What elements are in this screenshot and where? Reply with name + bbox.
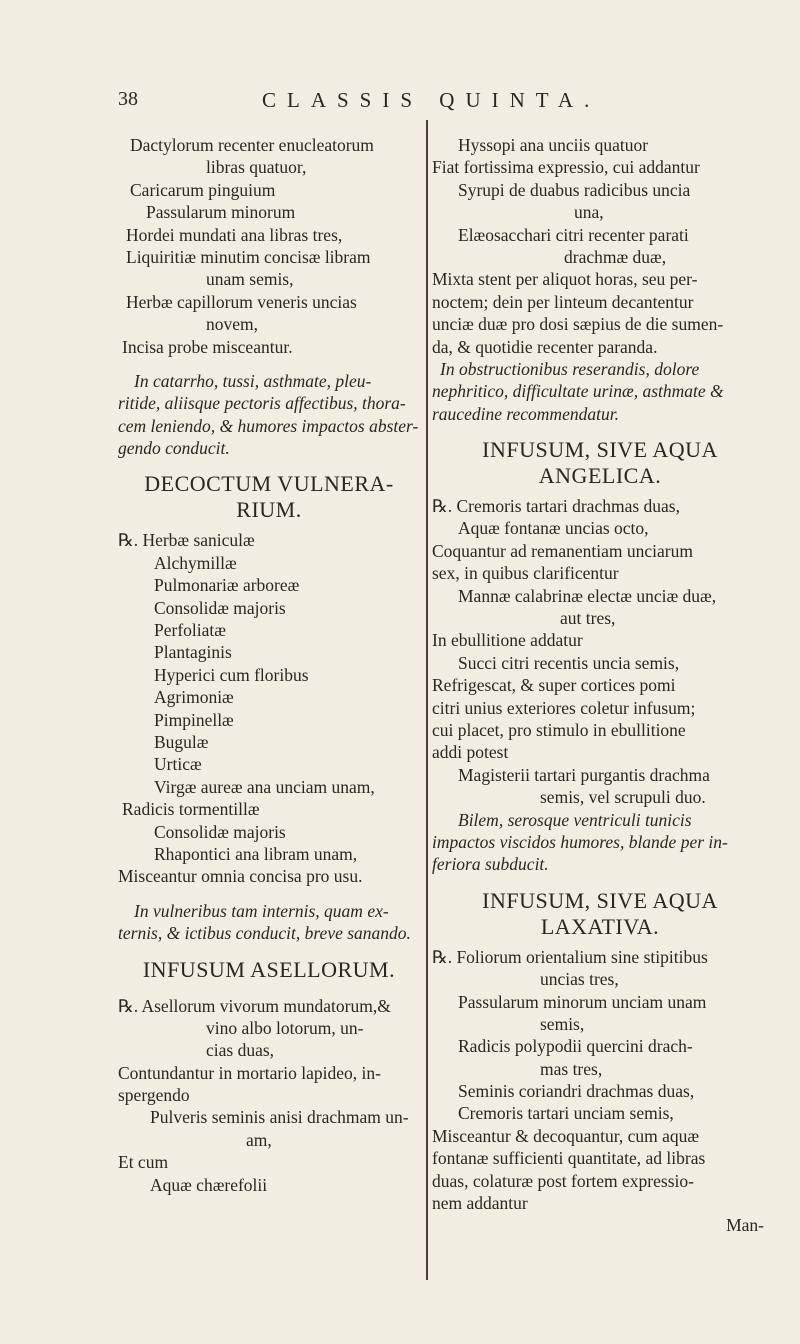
left-column [118,134,420,1304]
text-line: Seminis coriandri drachmas duas, [458,1081,695,1102]
text-line: spergendo [118,1085,190,1106]
catchword: Man- [726,1215,764,1236]
text-line: Caricarum pinguium [130,179,276,200]
text-line: Mannæ calabrinæ electæ unciæ duæ, [458,585,717,606]
commentary-line: ritide, aliisque pectoris affectibus, thora- [118,393,406,414]
text-line: unciæ duæ pro dosi sæpius de die sumen- [432,314,724,335]
section-heading: DECOCTUM VULNERA- [144,471,394,497]
text-line: Virgæ aureæ ana unciam unam, [154,776,375,797]
text-line: una, [574,202,604,223]
text-line: libras quatuor, [206,157,307,178]
text-line: In ebullitione addatur [432,630,583,651]
text-line: Et cum [118,1152,169,1173]
text-line: Consolidæ majoris [154,821,286,842]
text-line: Hyperici cum floribus [154,664,309,685]
commentary-line: Bilem, serosque ventriculi tunicis [458,809,692,830]
text-line: vino albo lotorum, un- [206,1017,364,1038]
spacer [118,459,420,471]
text-line: duas, colaturæ post fortem expressio- [432,1170,694,1191]
spacer [432,425,768,437]
text-line: Urticæ [154,754,202,775]
text-line: Dactylorum recenter enucleatorum [130,135,374,155]
text-line: Syrupi de duabus radicibus uncia [458,179,691,200]
text-line: Pimpinellæ [154,709,234,730]
text-line: Liquiritiæ minutim concisæ libram [126,246,371,267]
text-line: Hordei mundati ana libras tres, [126,224,343,245]
page-number: 38 [118,88,138,110]
text-line: aut tres, [560,608,616,629]
text-line: uncias tres, [540,969,619,990]
text-line: Magisterii tartari purgantis drachma [458,764,710,785]
text-line: Radicis polypodii quercini drach- [458,1036,693,1057]
text-line: Fiat fortissima expressio, cui addantur [432,157,700,178]
commentary-line: raucedine recommendatur. [432,403,619,424]
text-line: Bugulæ [154,731,209,752]
column-divider [426,120,428,1280]
spacer [118,945,420,957]
section-heading: INFUSUM, SIVE AQUA [482,887,718,913]
commentary-line: cem leniendo, & humores impactos abster- [118,415,419,436]
commentary-line: feriora subducit. [432,854,549,875]
section-heading: LAXATIVA. [540,913,660,939]
section-heading: INFUSUM ASELLORUM. [142,956,396,982]
text-line: ℞. Foliorum orientalium sine stipitibus [432,946,708,967]
text-line: Passularum minorum [146,202,296,223]
text-line: Passularum minorum unciam unam [458,991,707,1012]
text-line: Plantaginis [154,642,232,663]
spacer [118,983,420,995]
commentary-line: In obstructionibus reserandis, dolore [440,358,700,379]
spacer [118,358,420,370]
text-line: Agrimoniæ [154,687,234,708]
text-line: ℞. Asellorum vivorum mundatorum,& [118,995,391,1016]
text-line: unam semis, [206,269,294,290]
text-line: nem addantur [432,1193,528,1214]
text-line: addi potest [432,742,509,763]
text-line: Mixta stent per aliquot horas, seu per- [432,269,698,290]
commentary-line: ternis, & ictibus conducit, breve sanando. [118,923,411,944]
text-line: Pulveris seminis anisi drachmam un- [150,1107,409,1128]
text-line: Rhapontici ana libram unam, [154,843,358,864]
text-line: Consolidæ majoris [154,597,286,618]
text-line: cias duas, [206,1040,275,1061]
text-line: Aquæ fontanæ uncias octo, [458,518,649,539]
text-line: mas tres, [540,1058,603,1079]
text-line: Aquæ chærefolii [150,1174,268,1195]
section-heading: RIUM. [236,497,302,523]
text-line: Perfoliatæ [154,620,226,641]
text-line: sex, in quibus clarificentur [432,563,619,584]
commentary-line: nephritico, difficultate urinæ, asthmate & [432,381,724,402]
commentary-line: In catarrho, tussi, asthmate, pleu- [134,370,372,391]
text-line: semis, vel scrupuli duo. [540,787,706,808]
spacer [432,876,768,888]
commentary-line: In vulneribus tam internis, quam ex- [134,900,389,921]
text-line: ℞. Herbæ saniculæ [118,530,255,551]
text-line: noctem; dein per linteum decantentur [432,291,694,312]
text-line: drachmæ duæ, [564,246,667,267]
text-line: Incisa probe misceantur. [122,336,293,357]
text-line: novem, [206,314,259,335]
text-line: Radicis tormentillæ [122,799,260,820]
running-title: CLASSIS QUINTA. [262,88,601,112]
text-line: Succi citri recentis uncia semis, [458,652,680,673]
text-line: Alchymillæ [154,552,237,573]
commentary-line: gendo conducit. [118,438,230,459]
text-line: am, [246,1129,272,1150]
text-line: Misceantur omnia concisa pro usu. [118,866,363,887]
right-column [432,134,768,1304]
text-line: cui placet, pro stimulo in ebullitione [432,719,686,740]
text-line: fontanæ sufficienti quantitate, ad libras [432,1148,706,1169]
text-line: Elæosacchari citri recenter parati [458,224,689,245]
text-line: Hyssopi ana unciis quatuor [458,135,649,155]
text-line: citri unius exteriores coletur infusum; [432,697,696,718]
text-line: Coquantur ad remanentiam unciarum [432,540,693,561]
text-line: Cremoris tartari unciam semis, [458,1103,674,1124]
section-heading: INFUSUM, SIVE AQUA [482,437,718,463]
spacer [118,888,420,900]
commentary-line: impactos viscidos humores, blande per in- [432,831,728,852]
page-header [0,88,800,118]
section-heading: ANGELICA. [538,463,662,489]
text-line: Herbæ capillorum veneris uncias [126,291,357,312]
text-line: Contundantur in mortario lapideo, in- [118,1062,381,1083]
text-line: Misceantur & decoquantur, cum aquæ [432,1125,700,1146]
text-line: da, & quotidie recenter paranda. [432,336,658,357]
text-line: Refrigescat, & super cortices pomi [432,675,676,696]
text-line: Pulmonariæ arboreæ [154,575,300,596]
text-line: ℞. Cremoris tartari drachmas duas, [432,496,680,517]
text-line: semis, [540,1013,585,1034]
